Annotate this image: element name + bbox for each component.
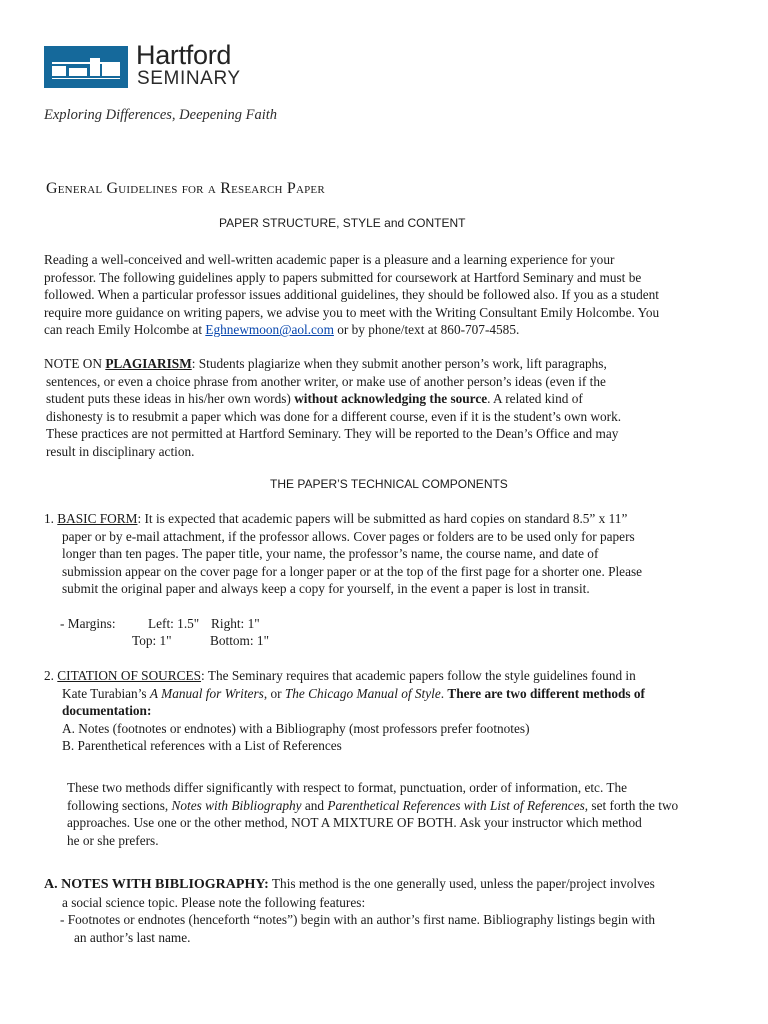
text-line: submit the original paper and always keep a copy for yourself, in the event a paper is lost in transit. (62, 581, 590, 596)
intro-paragraph (44, 251, 659, 339)
text-span: Kate Turabian’s (62, 685, 150, 701)
text-span: , set forth the two (584, 797, 679, 813)
text-line: an author’s last name. (74, 929, 191, 945)
tagline: Exploring Differences, Deepening Faith (44, 107, 278, 123)
text-line: result in disciplinary action. (46, 443, 195, 459)
text-line: dishonesty is to resubmit a paper which was done for a different course, even if it is the student’s own work. (46, 408, 622, 424)
section-name: Parenthetical References with List of References (327, 797, 585, 813)
text-span: : It is expected that academic papers will be submitted as hard copies on standard 8.5” x 11” (137, 511, 628, 526)
paper-structure-heading: PAPER STRUCTURE, STYLE and CONTENT (219, 216, 466, 230)
text-span: 2. (44, 668, 58, 683)
section-name: Notes with Bibliography (171, 797, 302, 813)
bold-phrase: without acknowledging the source (294, 391, 488, 406)
margins-label: - Margins: (60, 616, 116, 631)
logo-subtitle: SEMINARY (137, 68, 241, 89)
email-link[interactable]: Eghnewmoon@aol.com (205, 322, 334, 337)
text-span: : The Seminary requires that academic papers follow the style guidelines found in (201, 668, 636, 683)
text-span: can reach Emily Holcombe at (44, 322, 206, 337)
text-line: followed. When a particular professor issues additional guidelines, they should be followed also. If you as a student (44, 287, 659, 302)
text-line (44, 355, 621, 373)
text-line (44, 321, 659, 339)
bold-phrase: documentation: (62, 703, 152, 718)
list-item: A. Notes (footnotes or endnotes) with a Bibliography (most professors prefer footnotes) (62, 720, 530, 736)
text-line (44, 510, 642, 528)
text-line (44, 685, 645, 703)
text-line: professor. The following guidelines apply to papers submitted for coursework at Hartford Seminary and must be (44, 269, 642, 285)
text-line (44, 875, 655, 894)
list-item: - Footnotes or endnotes (henceforth “notes”) begin with an author’s first name. Bibliography listings begin with (60, 912, 656, 927)
text-line: paper or by e-mail attachment, if the professor allows. Cover pages or folders are to be used only for papers (62, 528, 635, 544)
text-line: sentences, or even a choice phrase from another writer, or make use of another person’s ideas (even if the (46, 373, 606, 389)
text-span: This method is the one generally used, unless the paper/project involves (268, 876, 655, 891)
text-span: or by phone/text at 860-707-4585. (333, 322, 520, 337)
citation-section (44, 667, 645, 755)
logo-name: Hartford (136, 40, 232, 70)
basic-form-label: BASIC FORM (57, 511, 138, 526)
text-span: . (440, 685, 448, 701)
bold-phrase: There are two different methods of (447, 685, 645, 701)
margin-left: Left: 1.5" (148, 616, 200, 631)
methods-paragraph (67, 779, 678, 849)
text-span: student puts these ideas in his/her own words) (46, 391, 295, 406)
margin-right: Right: 1" (211, 616, 260, 631)
text-line: These practices are not permitted at Hartford Seminary. They will be reported to the Dean’s Office and may (46, 426, 619, 441)
text-line: These two methods differ significantly with respect to format, punctuation, order of information, etc. The (67, 780, 628, 795)
text-span: , or (263, 685, 285, 701)
plagiarism-term: PLAGIARISM (105, 356, 192, 371)
list-item: B. Parenthetical references with a List of References (62, 738, 342, 753)
text-span: NOTE ON (44, 356, 106, 371)
citation-label: CITATION OF SOURCES (57, 668, 202, 683)
text-line (44, 667, 645, 685)
book-title: A Manual for Writers (149, 685, 264, 701)
text-line: a social science topic. Please note the following features: (62, 894, 366, 910)
margin-bottom: Bottom: 1" (210, 633, 269, 648)
text-span: following sections, (67, 797, 172, 813)
text-span: . A related kind of (487, 391, 583, 406)
technical-components-heading: THE PAPER’S TECHNICAL COMPONENTS (270, 477, 508, 491)
text-span: : Students plagiarize when they submit another person’s work, lift paragraphs, (191, 356, 607, 371)
text-line: submission appear on the cover page for a longer paper or at the top of the first page for a shorter one. Please (62, 563, 643, 579)
text-span: and (301, 797, 328, 813)
text-line: approaches. Use one or the other method, NOT A MIXTURE OF BOTH. Ask your instructor which method (67, 815, 642, 830)
building-logo-icon (44, 46, 128, 88)
page-title: General Guidelines for a Research Paper (46, 180, 325, 197)
text-line (44, 390, 621, 408)
plagiarism-note (44, 355, 621, 460)
margins-list (60, 615, 320, 651)
section-heading: A. NOTES WITH BIBLIOGRAPHY: (44, 877, 269, 892)
text-line (44, 702, 645, 720)
text-line: require more guidance on writing papers, we advise you to meet with the Writing Consultant Emily Holcombe. You (44, 304, 660, 320)
text-line (67, 797, 678, 815)
basic-form-section (44, 510, 642, 598)
margin-top: Top: 1" (132, 633, 172, 648)
text-span: 1. (44, 511, 58, 526)
text-line: longer than ten pages. The paper title, your name, the professor’s name, the course name, and date of (62, 546, 599, 561)
text-line: Reading a well-conceived and well-written academic paper is a pleasure and a learning experience for your (44, 252, 615, 267)
book-title: The Chicago Manual of Style (284, 685, 441, 701)
notes-bibliography-section (44, 875, 655, 946)
text-line: he or she prefers. (67, 832, 159, 848)
